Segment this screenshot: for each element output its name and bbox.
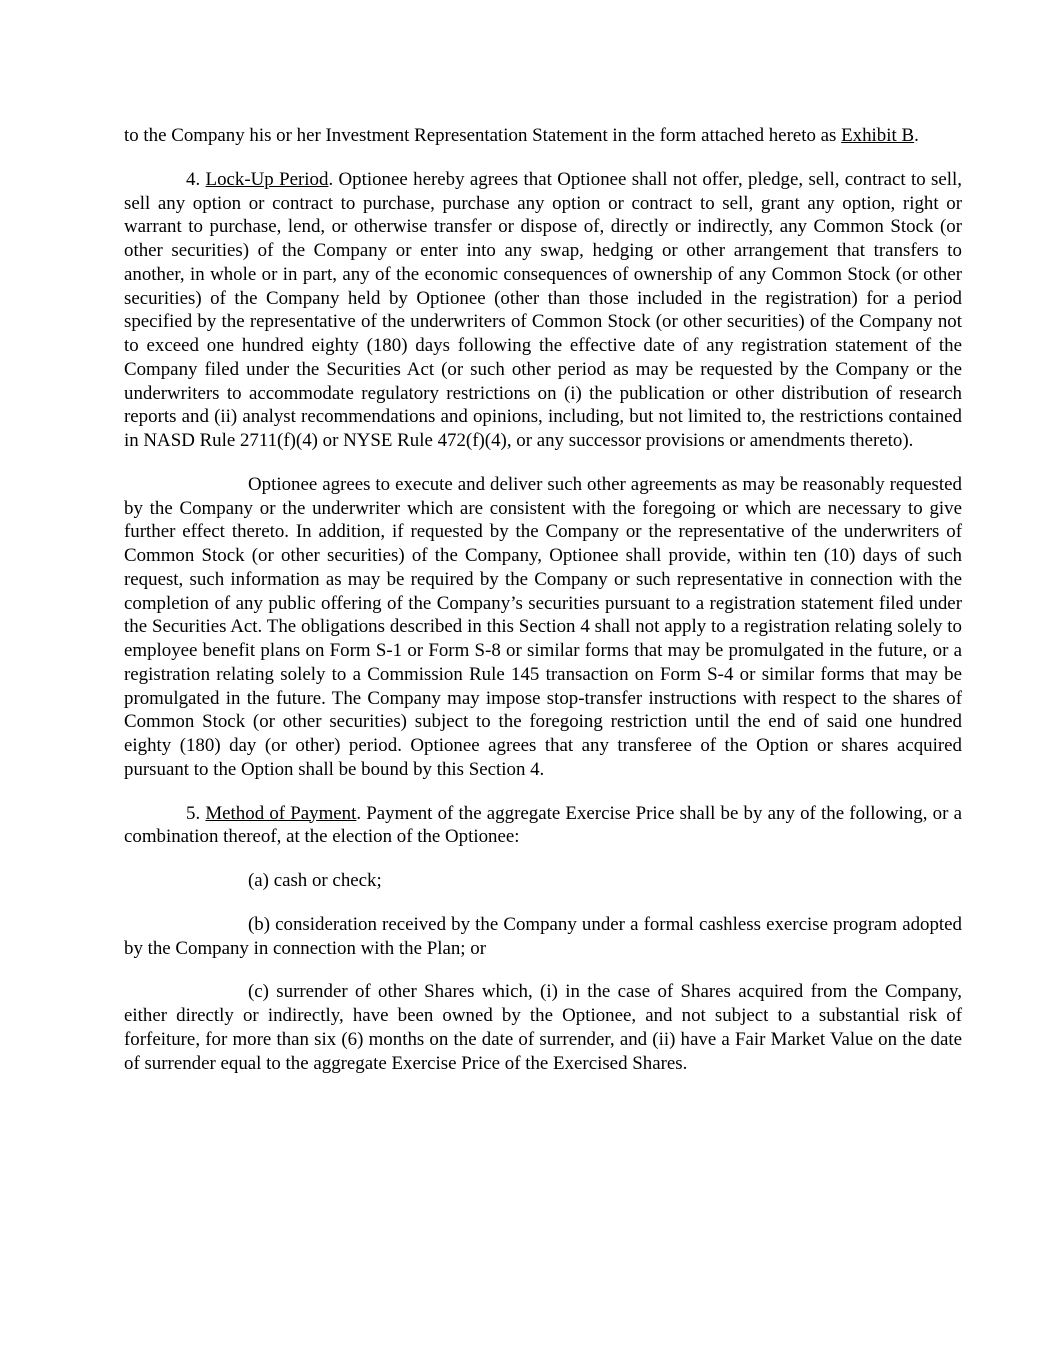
- section-5-body: . Payment of the aggregate Exercise Price shall be by any of the following, or a combination thereof, at the election of the Optionee:: [124, 802, 962, 848]
- payment-option-a: (a) cash or check;: [248, 870, 382, 891]
- section-4-paragraph: [124, 168, 962, 453]
- intro-text: to the Company his or her Investment Representation Statement in the form attached hereto as: [124, 125, 842, 146]
- document-page: [124, 124, 962, 1095]
- payment-option-b: (b) consideration received by the Company under a formal cashless exercise program adopted by the Company in connection with the Plan; or: [124, 913, 962, 959]
- section-4-paragraph-2: Optionee agrees to execute and deliver such other agreements as may be reasonably requested by the Company or the underwriter which are consistent with the foregoing or which are necessary to give further effect thereto. In addition, if requested by the Company or the representative of the underwriters of Common Stock (or other securities) of the Company, Optionee shall provide, within ten (10) days of such request, such information as may be required by the Company or such representative in connection with the completion of any public offering of the Company’s securities pursuant to a registration statement filed under the Securities Act. The obligations described in this Section 4 shall not apply to a registration relating solely to employee benefit plans on Form S-1 or Form S-8 or similar forms that may be promulgated in the future, or a registration relating solely to a Commission Rule 145 transaction on Form S-4 or similar forms that may be promulgated in the future. The Company may impose stop-transfer instructions with respect to the shares of Common Stock (or other securities) subject to the foregoing restriction until the end of said one hundred eighty (180) day (or other) period. Optionee agrees that any transferee of the Option or shares acquired pursuant to the Option shall be bound by this Section 4.: [124, 473, 962, 780]
- exhibit-b-reference: Exhibit B: [841, 125, 915, 146]
- section-4-heading: Lock-Up Period: [205, 168, 329, 190]
- payment-option-c: (c) surrender of other Shares which, (i) in the case of Shares acquired from the Company, either directly or indirectly, have been owned by the Optionee, and not subject to a substantial risk of forfeiture, for more than six (6) months on the date of surrender, and (ii) have a Fair Market Value on the date of surrender equal to the aggregate Exercise Price of the Exercised Shares.: [124, 981, 962, 1074]
- section-5-heading: Method of Payment: [205, 802, 357, 824]
- section-5-number: 5.: [186, 802, 206, 824]
- section-5-paragraph: [124, 802, 962, 850]
- section-4-body: . Optionee hereby agrees that Optionee shall not offer, pledge, sell, contract to sell, sell any option or contract to purchase, purchase any option or contract to sell, grant any option, right or warrant to purchase, lend, or otherwise transfer or dispose of, directly or indirectly, any Common Stock (or other securities) of the Company or enter into any swap, hedging or other arrangement that transfers to another, in whole or in part, any of the economic consequences of ownership of any Common Stock (or other securities) of the Company held by Optionee (other than those included in the registration) for a period specified by the representative of the underwriters of Common Stock (or other securities) of the Company not to exceed one hundred eighty (180) days following the effective date of any registration statement of the Company filed under the Securities Act (or such other period as may be requested by the Company or the underwriters to accommodate regulatory restrictions on (i) the publication or other distribution of research reports and (ii) analyst recommendations and opinions, including, but not limited to, the restrictions contained in NASD Rule 2711(f)(4) or NYSE Rule 472(f)(4), or any successor provisions or amendments thereto).: [124, 168, 963, 451]
- section-4-number: 4.: [186, 168, 206, 190]
- intro-end: .: [914, 125, 919, 146]
- intro-paragraph: [124, 124, 962, 148]
